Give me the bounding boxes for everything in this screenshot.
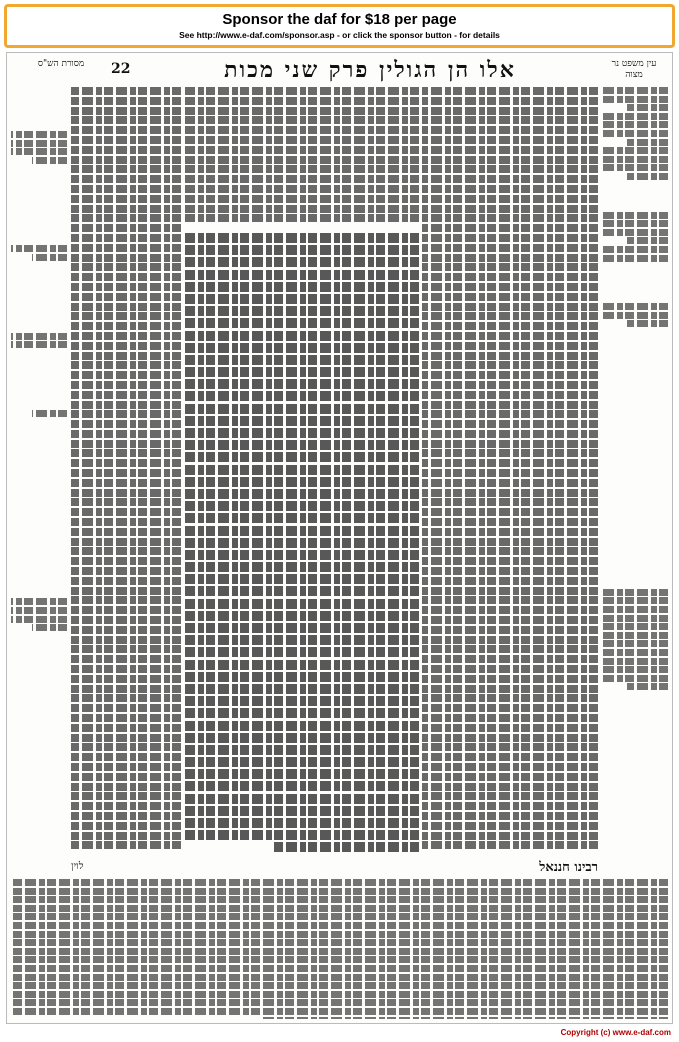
rashi-commentary (422, 87, 598, 857)
gemara-opening (185, 87, 419, 227)
gemara-main-text (185, 233, 419, 893)
masoret-hashas-label: מסורת הש"ס (37, 59, 85, 69)
sponsor-banner[interactable] (4, 4, 675, 48)
bottom-commentaries (11, 879, 668, 1019)
tosafot-commentary (71, 87, 181, 857)
left-caption: לוין (71, 861, 84, 872)
talmud-page (6, 52, 673, 1024)
sponsor-subtitle[interactable]: See http://www.e-daf.com/sponsor.asp - or click the sponsor button - for details (179, 30, 500, 40)
page-header-title: אלו הן הגולין פרק שני מכות (224, 57, 516, 83)
page-number: 22 (111, 61, 131, 77)
ein-mishpat-label: עין משפט נר מצוה (611, 59, 657, 80)
copyright-notice: Copyright (c) www.e-daf.com (560, 1028, 671, 1037)
rabbenu-chananel-title: רבינו חננאל (539, 860, 598, 875)
sponsor-title[interactable]: Sponsor the daf for $18 per page (222, 11, 457, 28)
